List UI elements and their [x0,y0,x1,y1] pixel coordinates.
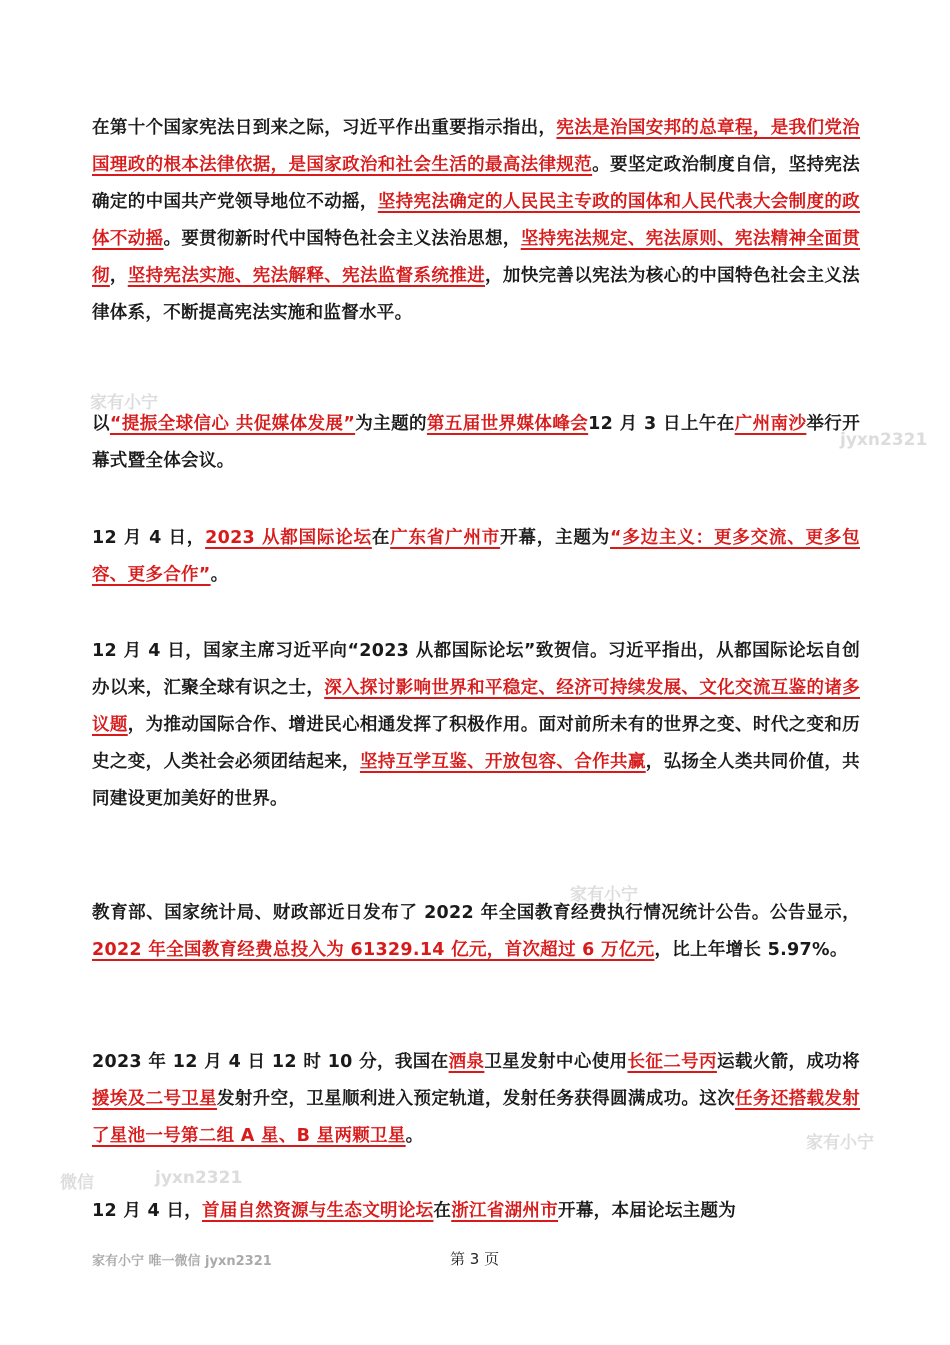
body-text-run: 教育部、国家统计局、财政部近日发布了 2022 年全国教育经费执行情况统计公告。公告显示， [92,903,860,923]
highlighted-key-phrase: 2023 从都国际论坛 [205,528,372,548]
highlighted-key-phrase: 浙江省湖州市 [451,1201,559,1221]
body-text-run: 在 [433,1201,452,1221]
body-text-run: 12 月 4 日，国家主席习近平向“2023 从都国际论坛”致贺信。习近平指出，从都国际论坛自创办以来，汇聚全球有识之士， [92,641,860,698]
highlighted-key-phrase: 酒泉 [448,1052,485,1072]
body-text-run: ，弘扬全人类共同价值，共同建设更加美好的世界。 [92,752,860,809]
highlighted-key-phrase: 任务还搭载发射了星池一号第二组 A 星、B 星两颗卫星 [92,1089,860,1146]
paragraph-congdu-forum-opening [92,520,860,594]
highlighted-key-phrase: 坚持宪法实施、宪法解释、宪法监督系统推进 [127,266,485,286]
paragraph-education-funding [92,895,860,969]
highlighted-key-phrase: 广东省广州市 [390,528,501,548]
paragraph-congdu-forum-letter [92,633,860,818]
body-text-run: 卫星发射中心使用 [484,1052,628,1072]
body-text-run: 12 月 3 日上午在 [588,414,735,434]
highlighted-key-phrase: 2022 年全国教育经费总投入为 61329.14 亿元，首次超过 6 万亿元 [92,940,655,960]
body-text-run: ，为推动国际合作、增进民心相通发挥了积极作用。面对前所未有的世界之变、时代之变和历史之变，人类社会必须团结起来， [92,715,861,772]
watermark-text: jyxn2321 [155,1168,243,1188]
body-text-run: 为主题的 [355,414,427,434]
highlighted-key-phrase: 坚持宪法规定、宪法原则、宪法精神全面贯彻 [92,229,860,286]
watermark-text: 家有小宁 [90,393,158,413]
highlighted-key-phrase: 坚持宪法确定的人民民主专政的国体和人民代表大会制度的政体不动摇 [92,192,860,249]
body-text-run: ， [109,266,128,286]
body-text-run: 。要贯彻新时代中国特色社会主义法治思想， [163,229,521,249]
body-text-run: 发射升空，卫星顺利进入预定轨道，发射任务获得圆满成功。这次 [217,1089,736,1109]
body-text-run: 以 [92,414,110,434]
highlighted-key-phrase: 援埃及二号卫星 [92,1089,218,1109]
body-text-run: 12 月 4 日， [92,1201,203,1221]
paragraph-satellite-launch [92,1044,860,1155]
highlighted-key-phrase: 首届自然资源与生态文明论坛 [202,1201,434,1221]
highlighted-key-phrase: 长征二号丙 [627,1052,717,1072]
highlighted-key-phrase: 宪法是治国安邦的总章程，是我们党治国理政的根本法律依据，是国家政治和社会生活的最高法律规范 [92,118,860,175]
body-text-run: 在第十个国家宪法日到来之际，习近平作出重要指示指出， [92,118,557,138]
highlighted-key-phrase: “多边主义：更多交流、更多包容、更多合作” [92,528,860,585]
body-text-run: 运载火箭，成功将 [716,1052,860,1072]
body-text-run: 在 [371,528,391,548]
body-text-run: 。 [210,565,229,585]
body-text-run: 12 月 4 日， [92,528,206,548]
body-text-run: 。 [405,1126,424,1146]
footer-watermark-text: 家有小宁 唯一微信 jyxn2321 [92,1254,272,1269]
highlighted-key-phrase: 深入探讨影响世界和平稳定、经济可持续发展、文化交流互鉴的诸多议题 [92,678,860,735]
body-text-run: 2023 年 12 月 4 日 12 时 10 分，我国在 [92,1052,449,1072]
highlighted-key-phrase: “提振全球信心 共促媒体发展” [109,414,356,434]
watermark-text: 家有小宁 [806,1133,874,1153]
highlighted-key-phrase: 广州南沙 [734,414,807,434]
body-text-run: 。要坚定政治制度自信，坚持宪法确定的中国共产党领导地位不动摇， [92,155,861,212]
body-text-run: 开幕，主题为 [500,528,611,548]
page-number: 第 3 页 [450,1250,500,1268]
paragraph-constitution-day [92,110,860,332]
paragraph-world-media-summit [92,406,860,480]
highlighted-key-phrase: 坚持互学互鉴、开放包容、合作共赢 [359,752,646,772]
body-text-run: ，比上年增长 5.97%。 [654,940,848,960]
watermark-text: 家有小宁 [570,885,638,905]
watermark-text: 微信 [60,1173,94,1193]
body-text-run: 举行开幕式暨全体会议。 [92,414,861,471]
paragraph-ecological-forum [92,1193,860,1230]
highlighted-key-phrase: 第五届世界媒体峰会 [426,414,589,434]
watermark-text: jyxn2321 [840,430,928,450]
body-text-run: 开幕，本届论坛主题为 [558,1201,737,1221]
body-text-run: ，加快完善以宪法为核心的中国特色社会主义法律体系，不断提高宪法实施和监督水平。 [92,266,860,323]
